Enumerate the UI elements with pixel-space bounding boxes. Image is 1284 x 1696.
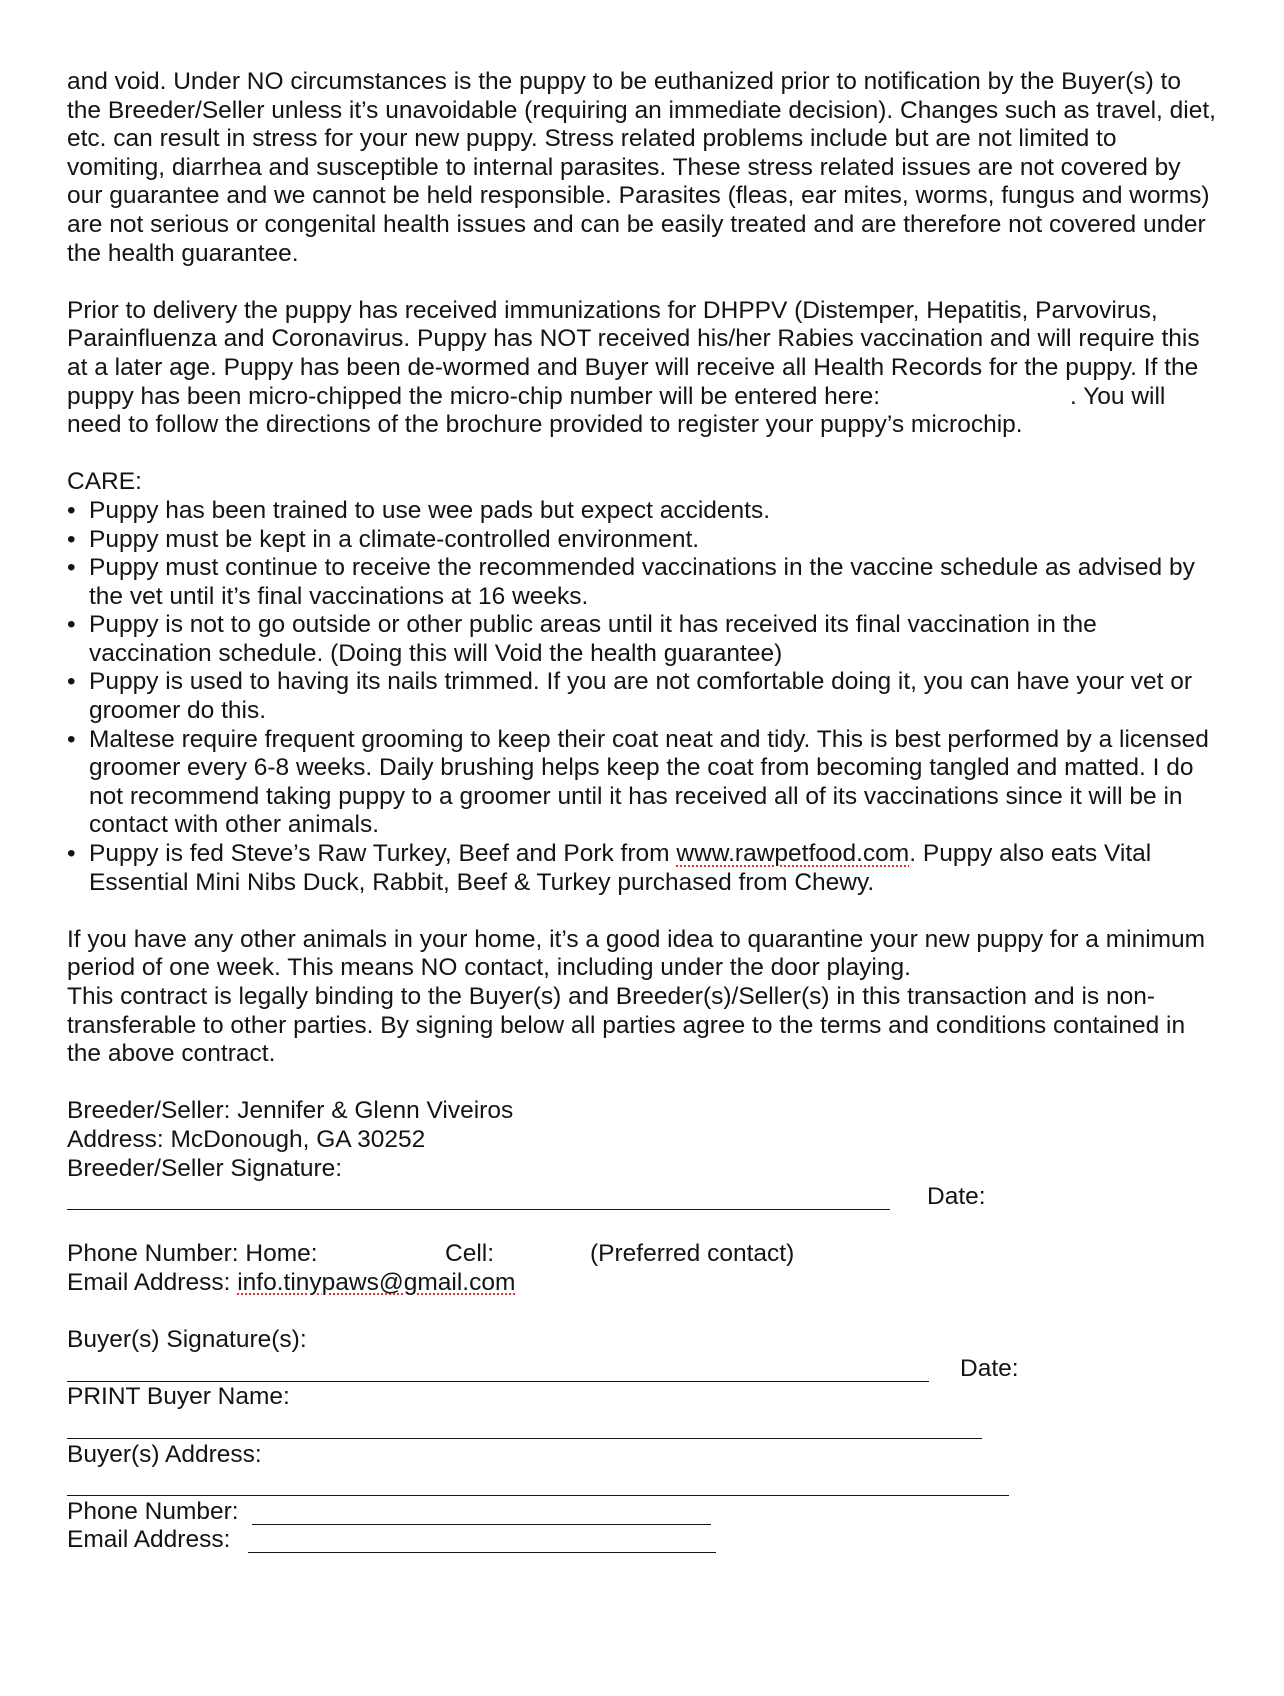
bullet-icon: • (67, 668, 76, 696)
buyer-email-row (67, 1526, 1217, 1555)
seller-date-label: Date: (927, 1183, 986, 1211)
bullet-icon: • (67, 725, 76, 753)
bullet-icon: • (67, 525, 76, 553)
buyer-phone-label: Phone Number: (67, 1497, 239, 1525)
buyer-phone-row (67, 1498, 1217, 1527)
bullet-icon: • (67, 611, 76, 639)
quarantine-paragraph: If you have any other animals in your home, it’s a good idea to quarantine your new puppy for a minimum period of one week. This means NO contact, including under the door playing. (67, 925, 1206, 982)
microchip-instructions-text: . You will need to follow the directions of the brochure provided to register your puppy’s microchip. (67, 382, 1166, 439)
care-item (67, 726, 1217, 840)
care-item-text: Puppy is used to having its nails trimmed. If you are not comfortable doing it, you can have your vet or groomer do this. (89, 668, 1193, 725)
seller-phone-row (67, 1240, 1217, 1269)
care-item-text: . Puppy also eats Vital Essential Mini Nibs Duck, Rabbit, Beef & Turkey purchased from Chewy. (89, 840, 1152, 896)
buyer-email-line[interactable] (248, 1552, 716, 1553)
seller-name: Breeder/Seller: Jennifer & Glenn Viveiros (67, 1097, 514, 1125)
buyer-signature-row (67, 1355, 1217, 1384)
care-item-food (67, 840, 1217, 897)
buyer-email-label: Email Address: (67, 1526, 231, 1554)
care-item-text: Puppy is not to go outside or other public areas until it has received its final vaccination in the vaccination schedule. (Doing this will Void the health guarantee) (89, 611, 1097, 667)
buyer-name-row (67, 1412, 1217, 1441)
bullet-icon: • (67, 840, 76, 868)
seller-signature-line[interactable] (67, 1209, 890, 1210)
buyer-phone-line[interactable] (252, 1524, 711, 1525)
buyer-address-row (67, 1469, 1217, 1498)
care-heading: CARE: (67, 468, 142, 496)
buyer-signature-line[interactable] (67, 1381, 929, 1382)
immunization-paragraph (67, 297, 1217, 440)
care-item-text: Puppy has been trained to use wee pads but expect accidents. (89, 496, 771, 524)
buyer-name-line[interactable] (67, 1438, 982, 1439)
contract-page (67, 68, 1217, 1555)
care-item-text: Puppy is fed Steve’s Raw Turkey, Beef and Pork from (89, 840, 677, 868)
seller-cell-label: Cell: (445, 1240, 495, 1268)
buyer-date-label: Date: (960, 1354, 1019, 1382)
care-item-text: Puppy must be kept in a climate-controlled environment. (89, 525, 700, 553)
binding-paragraph: This contract is legally binding to the Buyer(s) and Breeder(s)/Seller(s) in this transaction and is non-transferable to other parties. By signing below all parties agree to the terms and conditions contained in the above contract. (67, 983, 1186, 1068)
care-item-text: Maltese require frequent grooming to keep their coat neat and tidy. This is best performed by a licensed groomer every 6-8 weeks. Daily brushing helps keep the coat from becoming tangled and matted. I do not recommend taking puppy to a groomer until it has received all of its vaccinations since it will be in contact with other animals. (89, 725, 1209, 839)
preferred-contact-label: (Preferred contact) (590, 1240, 795, 1268)
seller-signature-row (67, 1183, 1217, 1212)
care-item (67, 554, 1217, 611)
care-item (67, 611, 1217, 668)
seller-email-row (67, 1269, 1217, 1298)
care-item (67, 526, 1217, 555)
buyer-print-name-label: PRINT Buyer Name: (67, 1383, 290, 1411)
care-list (67, 497, 1217, 897)
seller-phone-label: Phone Number: Home: (67, 1240, 318, 1268)
bullet-icon: • (67, 554, 76, 582)
seller-signature-label: Breeder/Seller Signature: (67, 1154, 343, 1182)
buyer-address-label: Buyer(s) Address: (67, 1440, 262, 1468)
buyer-signature-label: Buyer(s) Signature(s): (67, 1326, 307, 1354)
seller-email-link[interactable]: info.tinypaws@gmail.com (237, 1268, 516, 1296)
bullet-icon: • (67, 496, 76, 524)
seller-email-label: Email Address: (67, 1268, 238, 1296)
immunization-text: Prior to delivery the puppy has received immunizations for DHPPV (Distemper, Hepatitis, Parvovirus, Parainfluenza and Coronavirus. Puppy has NOT received his/her Rabies vaccination and will require this at a later age. Puppy has been de-wormed and Buyer will receive all Health Records for the puppy. If the puppy has been micro-chipped the micro-chip number will be entered here: (67, 296, 1200, 410)
care-item (67, 497, 1217, 526)
seller-address: Address: McDonough, GA 30252 (67, 1125, 426, 1153)
rawpetfood-link[interactable]: www.rawpetfood.com (676, 840, 910, 868)
health-guarantee-paragraph: and void. Under NO circumstances is the puppy to be euthanized prior to notification by the Buyer(s) to the Breeder/Seller unless it’s unavoidable (requiring an immediate decision). Changes such as travel, diet, etc. can result in stress for your new puppy. Stress related problems include but are not limited to vomiting, diarrhea and susceptible to internal parasites. These stress related issues are not covered by our guarantee and we cannot be held responsible. Parasites (fleas, ear mites, worms, fungus and worms) are not serious or congenital health issues and can be easily treated and are therefore not covered under the health guarantee. (67, 68, 1216, 267)
care-item-text: Puppy must continue to receive the recommended vaccinations in the vaccine schedule as advised by the vet until it’s final vaccinations at 16 weeks. (89, 554, 1195, 610)
buyer-address-line[interactable] (67, 1495, 1009, 1496)
care-item (67, 668, 1217, 725)
